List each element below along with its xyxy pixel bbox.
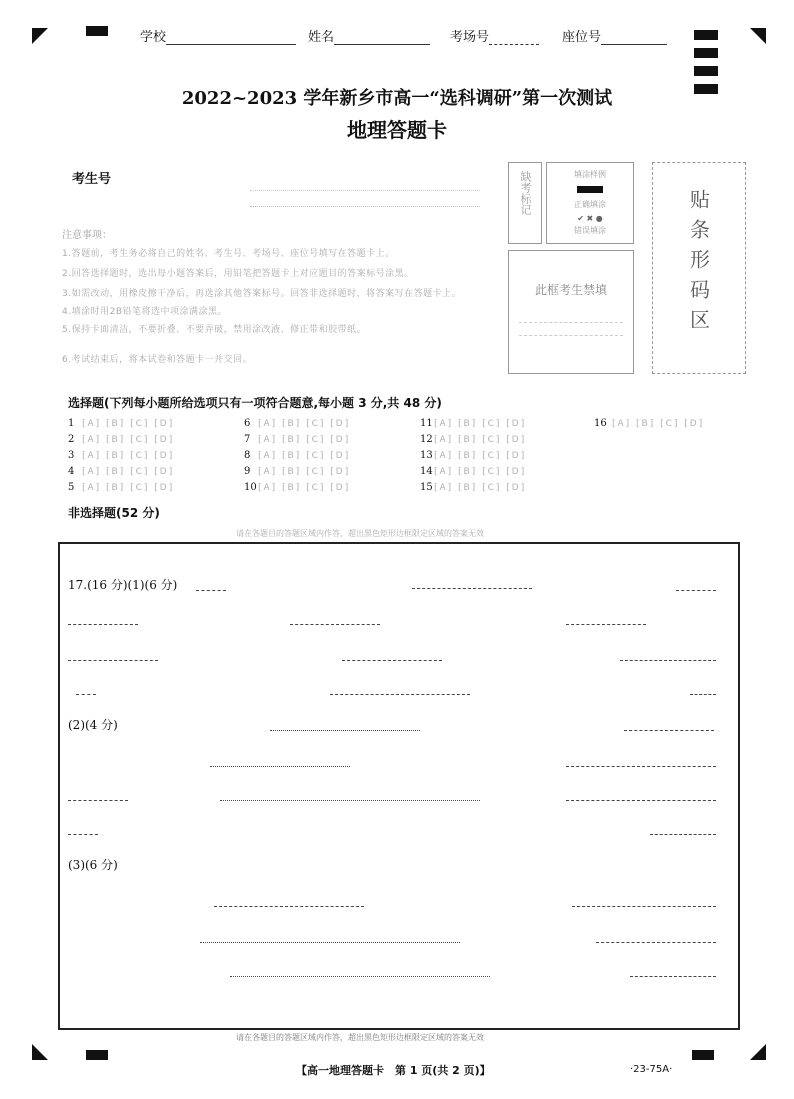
candidate-number-boxes[interactable] <box>250 206 480 207</box>
mcq-item[interactable]: 12[A] [B] [C] [D] <box>420 434 527 445</box>
timing-block <box>694 66 718 76</box>
wrong-fill-example: ✔ ✖ ● <box>577 214 603 223</box>
page-number-label: 【高一地理答题卡 第 1 页(共 2 页)】 <box>296 1064 491 1077</box>
answer-line[interactable] <box>230 976 490 977</box>
answer-line[interactable] <box>76 694 96 695</box>
mcq-item[interactable]: 7 [A] [B] [C] [D] <box>244 434 351 445</box>
mcq-item[interactable]: 5 [A] [B] [C] [D] <box>68 482 175 493</box>
answer-line[interactable] <box>566 800 716 801</box>
name-field[interactable] <box>308 26 430 45</box>
mcq-item[interactable]: 11[A] [B] [C] [D] <box>420 418 527 429</box>
answer-line[interactable] <box>210 766 350 767</box>
mcq-item[interactable]: 6 [A] [B] [C] [D] <box>244 418 351 429</box>
answer-line[interactable] <box>196 590 226 591</box>
answer-line[interactable] <box>220 800 480 801</box>
timing-block <box>86 26 108 36</box>
seat-label: 座位号 <box>562 30 602 45</box>
answer-line[interactable] <box>690 694 716 695</box>
timing-block <box>694 48 718 58</box>
answer-line[interactable] <box>270 730 420 731</box>
q17-part2-label: (2)(4 分) <box>68 718 118 732</box>
mcq-heading: 选择题(下列每小题所给选项只有一项符合题意,每小题 3 分,共 48 分) <box>68 396 442 410</box>
candidate-number-label: 考生号 <box>72 172 112 187</box>
q17-part1-label: 17.(16 分)(1)(6 分) <box>68 578 178 592</box>
absent-mark-label: 缺考标记 <box>519 171 532 215</box>
answer-line[interactable] <box>620 660 716 661</box>
exam-room-field[interactable] <box>450 26 539 45</box>
answer-line[interactable] <box>572 906 716 907</box>
mcq-item[interactable]: 13[A] [B] [C] [D] <box>420 450 527 461</box>
answer-line[interactable] <box>650 834 716 835</box>
mcq-item[interactable]: 14[A] [B] [C] [D] <box>420 466 527 477</box>
answer-line[interactable] <box>290 624 380 625</box>
answer-line[interactable] <box>200 942 460 943</box>
answer-line[interactable] <box>68 834 98 835</box>
wrong-fill-label: 错误填涂 <box>574 226 606 235</box>
answer-line[interactable] <box>412 588 532 589</box>
answer-line[interactable] <box>342 660 442 661</box>
notice-line: 2.回答选择题时，选出每小题答案后，用铅笔把答题卡上对应题目的答案标号涂黑。 <box>62 269 414 279</box>
mcq-item[interactable]: 8 [A] [B] [C] [D] <box>244 450 351 461</box>
mcq-item[interactable]: 2 [A] [B] [C] [D] <box>68 434 175 445</box>
barcode-area <box>652 162 746 374</box>
q17-part3-label: (3)(6 分) <box>68 858 118 872</box>
notice-line: 6.考试结束后，将本试卷和答题卡一并交回。 <box>62 355 253 365</box>
exam-title: 2022~2023 学年新乡市高一“选科调研”第一次测试 <box>181 88 613 109</box>
filled-example-bar <box>577 186 603 193</box>
answer-line[interactable] <box>676 590 716 591</box>
answer-box-note: 请在各题目的答题区域内作答，超出黑色矩形边框限定区域的答案无效 <box>236 529 484 538</box>
notice-heading: 注意事项： <box>62 230 112 241</box>
absent-mark-panel[interactable] <box>508 162 542 244</box>
school-field[interactable] <box>140 26 296 45</box>
answer-line[interactable] <box>596 942 716 943</box>
mcq-item[interactable]: 16 [A] [B] [C] [D] <box>594 418 705 429</box>
answer-line[interactable] <box>68 660 158 661</box>
no-answer-panel <box>508 250 634 374</box>
answer-area-q17[interactable] <box>58 542 740 1030</box>
fill-example-label: 填涂样例 <box>574 170 606 179</box>
nonmcq-heading: 非选择题(52 分) <box>68 506 160 520</box>
answer-line[interactable] <box>566 766 716 767</box>
no-answer-label: 此框考生禁填 <box>534 283 607 297</box>
timing-block <box>86 1050 108 1060</box>
corner-mark-top-right <box>750 28 766 44</box>
candidate-number-boxes[interactable] <box>250 190 480 191</box>
answer-line[interactable] <box>68 624 138 625</box>
notice-line: 5.保持卡面清洁，不要折叠、不要弄破，禁用涂改液、修正带和胶带纸。 <box>62 325 367 335</box>
seat-field[interactable] <box>562 26 667 45</box>
form-code: ·23-75A· <box>630 1064 673 1075</box>
mcq-item[interactable]: 10[A] [B] [C] [D] <box>244 482 351 493</box>
mcq-item[interactable]: 9 [A] [B] [C] [D] <box>244 466 351 477</box>
mcq-item[interactable]: 1 [A] [B] [C] [D] <box>68 418 175 429</box>
timing-block <box>694 30 718 40</box>
school-label: 学校 <box>140 30 167 45</box>
answer-line[interactable] <box>630 976 716 977</box>
corner-mark-bottom-right <box>750 1044 766 1060</box>
answer-line[interactable] <box>214 906 364 907</box>
corner-mark-top-left <box>32 28 48 44</box>
correct-fill-label: 正确填涂 <box>574 200 606 209</box>
name-label: 姓名 <box>308 30 335 45</box>
corner-mark-bottom-left <box>32 1044 48 1060</box>
barcode-label: 贴条形码区 <box>686 189 711 339</box>
notice-line: 1.答题前，考生务必将自己的姓名、考生号、考场号、座位号填写在答题卡上。 <box>62 249 395 259</box>
footer-warning: 请在各题目的答题区域内作答，超出黑色矩形边框限定区域的答案无效 <box>236 1033 484 1042</box>
mcq-item[interactable]: 3 [A] [B] [C] [D] <box>68 450 175 461</box>
answer-line[interactable] <box>566 624 646 625</box>
exam-room-label: 考场号 <box>450 30 490 45</box>
notice-line: 4.填涂时用2B铅笔将选中项涂满涂黑。 <box>62 307 227 317</box>
mcq-item[interactable]: 4 [A] [B] [C] [D] <box>68 466 175 477</box>
answer-line[interactable] <box>624 730 714 731</box>
timing-block <box>692 1050 714 1060</box>
answer-line[interactable] <box>330 694 470 695</box>
fill-example-panel <box>546 162 634 244</box>
mcq-item[interactable]: 15[A] [B] [C] [D] <box>420 482 527 493</box>
answer-line[interactable] <box>68 800 128 801</box>
card-title: 地理答题卡 <box>347 118 447 142</box>
notice-line: 3.如需改动，用橡皮擦干净后，再选涂其他答案标号。回答非选择题时，将答案写在答题卡上。 <box>62 289 462 299</box>
